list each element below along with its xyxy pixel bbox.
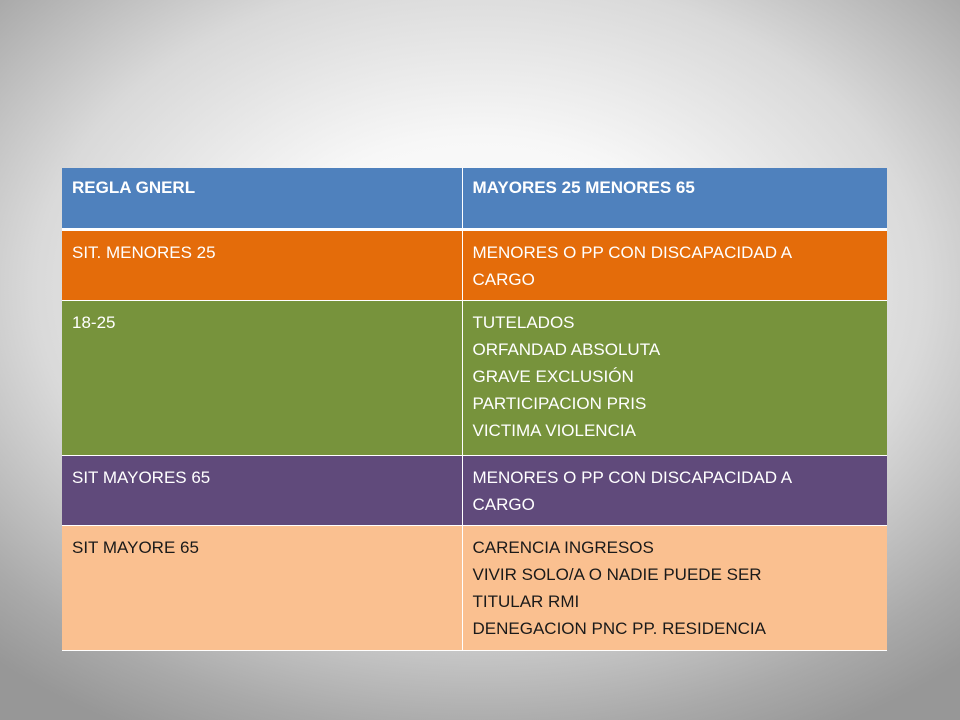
detail-line: VICTIMA VIOLENCIA: [472, 421, 636, 440]
detail-line: TUTELADOS: [472, 313, 575, 332]
table-row-majore-65: [62, 526, 887, 651]
detail-line: TITULAR RMI: [472, 592, 580, 611]
row-detail-cell: [462, 526, 887, 651]
table-row-18-25: [62, 301, 887, 456]
detail-line: PARTICIPACION PRIS: [472, 394, 647, 413]
detail-line: DENEGACION PNC PP. RESIDENCIA: [472, 619, 766, 638]
table-header-row: [62, 168, 887, 230]
detail-line: CARENCIA INGRESOS: [472, 538, 654, 557]
detail-line: VIVIR SOLO/A O NADIE PUEDE SER: [472, 565, 762, 584]
header-left-cell: REGLA GNERL: [62, 168, 462, 230]
row-label-cell: SIT. MENORES 25: [62, 230, 462, 301]
row-detail-cell: [462, 456, 887, 526]
row-label-cell: 18-25: [62, 301, 462, 456]
table-row-minors-25: [62, 230, 887, 301]
row-detail-cell: [462, 230, 887, 301]
detail-line: GRAVE EXCLUSIÓN: [472, 367, 634, 386]
row-label-cell: SIT MAYORES 65: [62, 456, 462, 526]
row-detail-cell: [462, 301, 887, 456]
detail-line: MENORES O PP CON DISCAPACIDAD A: [472, 468, 793, 487]
header-right-cell: MAYORES 25 MENORES 65: [462, 168, 887, 230]
detail-line: CARGO: [472, 495, 535, 514]
requirements-table: [62, 168, 887, 651]
detail-line: ORFANDAD ABSOLUTA: [472, 340, 661, 359]
row-label-cell: SIT MAYORE 65: [62, 526, 462, 651]
table-row-majors-65: [62, 456, 887, 526]
detail-line: CARGO: [472, 270, 535, 289]
detail-line: MENORES O PP CON DISCAPACIDAD A: [472, 243, 793, 262]
